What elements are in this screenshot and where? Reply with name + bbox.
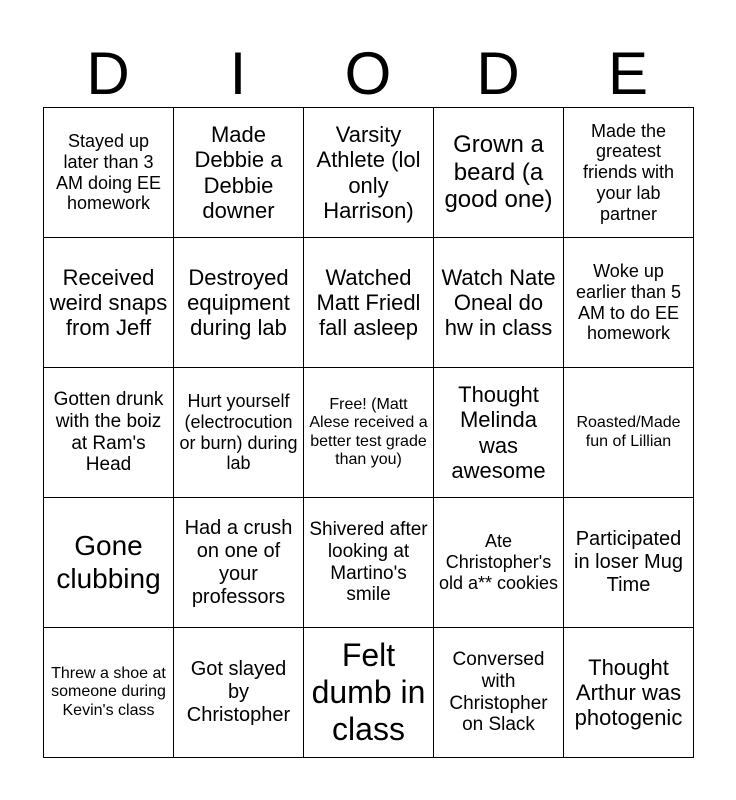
bingo-cell-r5c3[interactable]: Felt dumb in class (304, 628, 434, 758)
bingo-cell-r1c2[interactable]: Made Debbie a Debbie downer (174, 108, 304, 238)
bingo-board (43, 107, 694, 758)
bingo-cell-r5c4[interactable]: Conversed with Christopher on Slack (434, 628, 564, 758)
bingo-cell-r3c5[interactable]: Roasted/Made fun of Lillian (564, 368, 694, 498)
bingo-cell-r5c1[interactable]: Threw a shoe at someone during Kevin's class (44, 628, 174, 758)
bingo-cell-r3c2[interactable]: Hurt yourself (electrocution or burn) during lab (174, 368, 304, 498)
bingo-cell-r2c2[interactable]: Destroyed equipment during lab (174, 238, 304, 368)
bingo-cell-r2c5[interactable]: Woke up earlier than 5 AM to do EE homework (564, 238, 694, 368)
bingo-cell-r4c3[interactable]: Shivered after looking at Martino's smile (304, 498, 434, 628)
bingo-cell-r3c4[interactable]: Thought Melinda was awesome (434, 368, 564, 498)
bingo-cell-r1c5[interactable]: Made the greatest friends with your lab partner (564, 108, 694, 238)
header-letter-d-second: D (476, 40, 520, 107)
header-letter-o: O (344, 40, 392, 107)
bingo-cell-r4c1[interactable]: Gone clubbing (44, 498, 174, 628)
bingo-cell-r5c5[interactable]: Thought Arthur was photogenic (564, 628, 694, 758)
bingo-cell-r4c4[interactable]: Ate Christopher's old a** cookies (434, 498, 564, 628)
board-row-4 (44, 498, 694, 628)
board-row-1 (44, 108, 694, 238)
board-row-5 (44, 628, 694, 758)
bingo-cell-r4c2[interactable]: Had a crush on one of your professors (174, 498, 304, 628)
bingo-cell-r1c1[interactable]: Stayed up later than 3 AM doing EE homework (44, 108, 174, 238)
bingo-cell-r3c1[interactable]: Gotten drunk with the boiz at Ram's Head (44, 368, 174, 498)
bingo-header (43, 40, 693, 108)
header-letter-i: I (229, 40, 247, 107)
bingo-cell-r2c3[interactable]: Watched Matt Friedl fall asleep (304, 238, 434, 368)
bingo-cell-free-space[interactable]: Free! (Matt Alese received a better test grade than you) (304, 368, 434, 498)
board-row-2 (44, 238, 694, 368)
bingo-cell-r4c5[interactable]: Participated in loser Mug Time (564, 498, 694, 628)
bingo-cell-r1c4[interactable]: Grown a beard (a good one) (434, 108, 564, 238)
board-row-3 (44, 368, 694, 498)
bingo-cell-r1c3[interactable]: Varsity Athlete (lol only Harrison) (304, 108, 434, 238)
header-letter-e: E (607, 40, 649, 107)
bingo-cell-r2c1[interactable]: Received weird snaps from Jeff (44, 238, 174, 368)
bingo-cell-r2c4[interactable]: Watch Nate Oneal do hw in class (434, 238, 564, 368)
header-letter-d: D (86, 40, 130, 107)
bingo-cell-r5c2[interactable]: Got slayed by Christopher (174, 628, 304, 758)
